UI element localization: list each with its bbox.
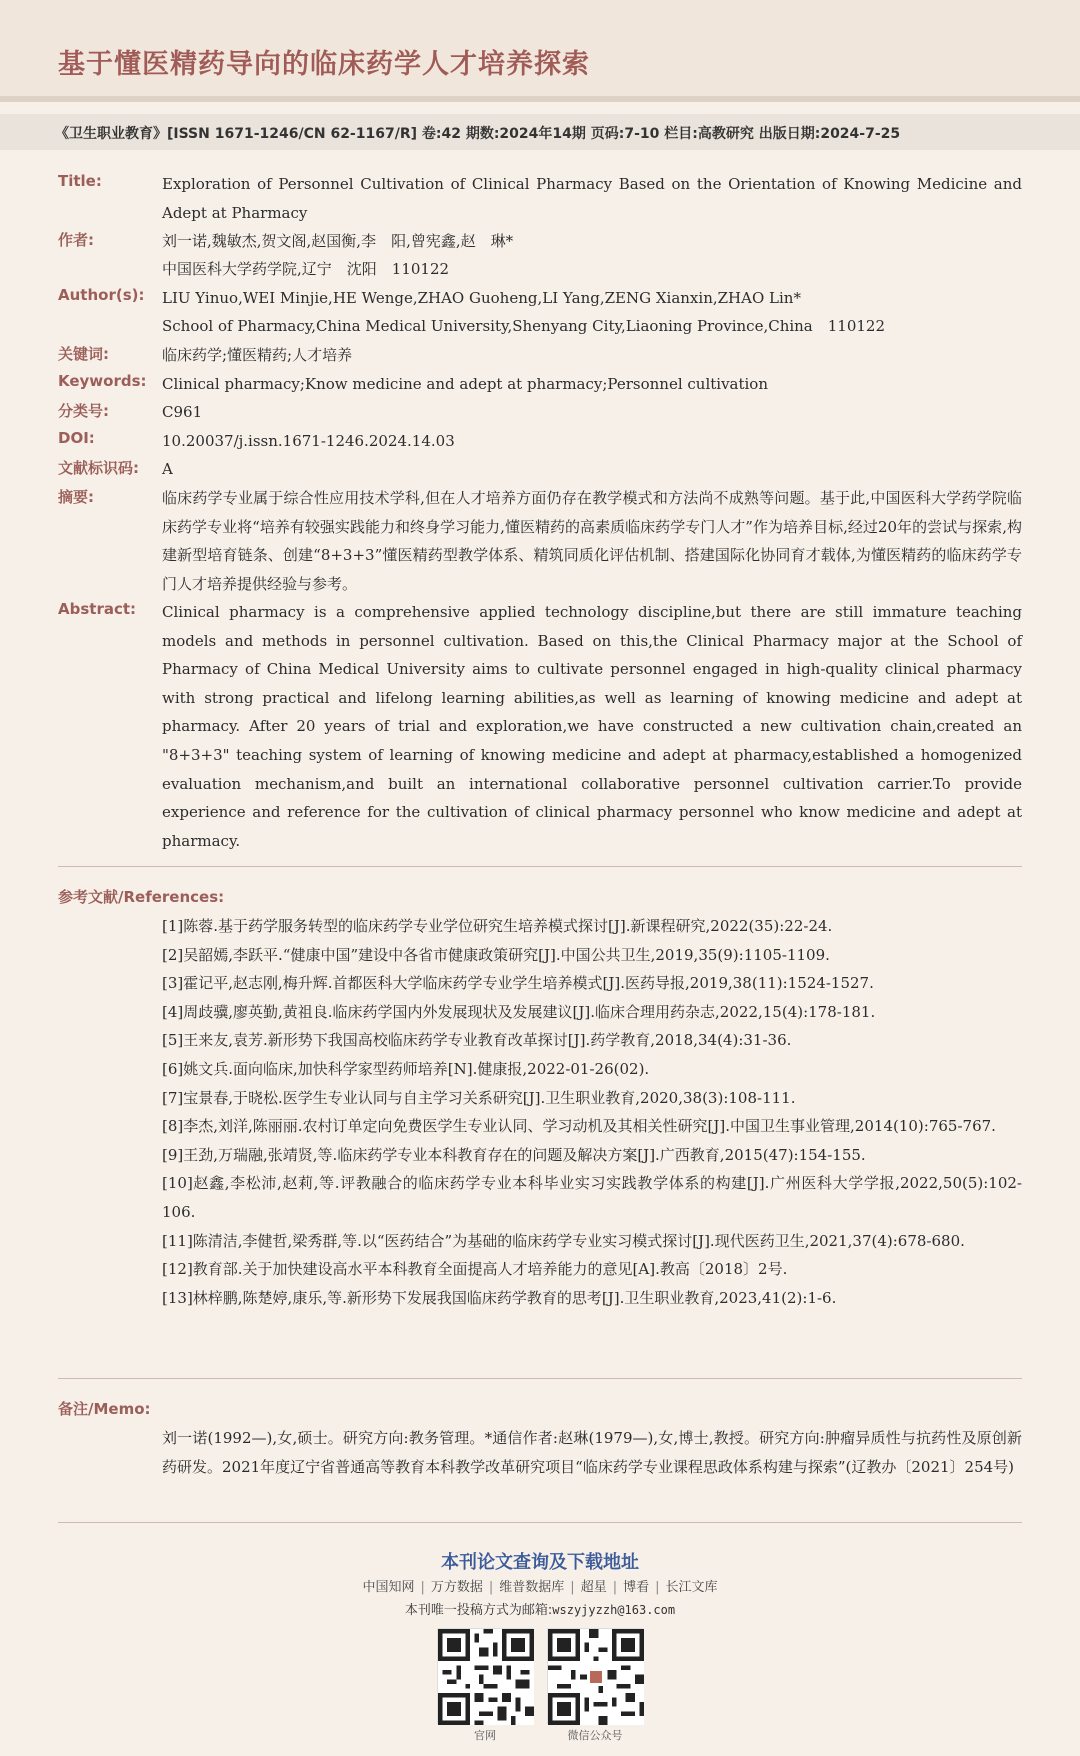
qr-code-website[interactable] <box>437 1628 533 1724</box>
field-label: 摘要: <box>58 488 94 506</box>
qr-caption-wechat: 微信公众号 <box>567 1729 623 1742</box>
qr-caption-website: 官网 <box>474 1729 496 1742</box>
database-list: 中国知网 | 万方数据 | 维普数据库 | 超星 | 博看 | 长江文库 <box>362 1580 718 1595</box>
email-link[interactable]: wszyjyzzh@163.com <box>552 1603 676 1617</box>
references-list <box>162 912 1022 1312</box>
field-label: 作者: <box>58 231 94 249</box>
field-label: Keywords: <box>58 372 147 390</box>
citation-meta-bar <box>0 114 1080 150</box>
divider <box>58 1378 1022 1379</box>
field-value-affiliation-cn: 中国医科大学药学院,辽宁 沈阳 110122 <box>162 260 450 278</box>
database-link[interactable]: 维普数据库 <box>499 1580 565 1595</box>
field-value-keywords-cn: 临床药学;懂医精药;人才培养 <box>162 346 353 364</box>
reference-item: [3]霍记平,赵志刚,梅升辉.首都医科大学临床药学专业学生培养模式[J].医药导报,2019,38(11):1524-1527. <box>162 974 874 993</box>
field-value-title: Exploration of Personnel Cultivation of Clinical Pharmacy Based on the Orientation of Knowing Medicine and Adept at Pharmacy <box>162 175 1022 222</box>
database-link[interactable]: 长江文库 <box>665 1580 718 1595</box>
memo-heading: 备注/Memo: <box>58 1400 151 1418</box>
download-title: 本刊论文查询及下载地址 <box>441 1552 639 1573</box>
field-label: 文献标识码: <box>58 459 139 477</box>
field-label: 分类号: <box>58 402 109 420</box>
reference-item: [2]吴韶嫣,李跃平.“健康中国”建设中各省市健康政策研究[J].中国公共卫生,2019,35(9):1105-1109. <box>162 945 830 964</box>
qr-code-wechat[interactable] <box>547 1628 643 1724</box>
email-prefix: 本刊唯一投稿方式为邮箱: <box>404 1603 553 1618</box>
divider <box>58 1522 1022 1523</box>
citation-meta-text: 《卫生职业教育》[ISSN 1671-1246/CN 62-1167/R] 卷:42 期数:2024年14期 页码:7-10 栏目:高教研究 出版日期:2024-7-25 <box>55 126 901 142</box>
field-label: Abstract: <box>58 600 137 618</box>
submission-email-line <box>0 1599 1080 1618</box>
database-link[interactable]: 博看 <box>623 1580 650 1595</box>
page-title: 基于懂医精药导向的临床药学人才培养探索 <box>58 49 590 80</box>
page-header <box>0 0 1080 102</box>
qr-code-icon <box>438 1629 534 1725</box>
reference-item: [8]李杰,刘洋,陈丽丽.农村订单定向免费医学生专业认同、学习动机及其相关性研究[J].中国卫生事业管理,2014(10):765-767. <box>162 1117 996 1136</box>
reference-item: [1]陈蓉.基于药学服务转型的临床药学专业学位研究生培养模式探讨[J].新课程研究,2022(35):22-24. <box>162 917 833 935</box>
reference-item: [11]陈清洁,李健哲,梁秀群,等.以“医药结合”为基础的临床药学专业实习模式探讨[J].现代医药卫生,2021,37(4):678-680. <box>162 1231 965 1250</box>
memo-text: 刘一诺(1992—),女,硕士。研究方向:教务管理。*通信作者:赵琳(1979—),女,博士,教授。研究方向:肿瘤异质性与抗药性及原创新药研发。2021年度辽宁省普通高等教育本科教学改革研究项目“临床药学专业课程思政体系构建与探索”(辽教办〔2021〕254号) <box>162 1429 1022 1476</box>
reference-item: [9]王劲,万瑞融,张靖贤,等.临床药学专业本科教育存在的问题及解决方案[J].广西教育,2015(47):154-155. <box>162 1145 866 1164</box>
field-value-affiliation-en: School of Pharmacy,China Medical University,Shenyang City,Liaoning Province,China 110122 <box>162 317 886 335</box>
reference-item: [5]王来友,袁芳.新形势下我国高校临床药学专业教育改革探讨[J].药学教育,2018,34(4):31-36. <box>162 1031 792 1050</box>
qr-code-icon <box>548 1629 644 1725</box>
divider <box>58 866 1022 867</box>
reference-item: [7]宝景春,于晓松.医学生专业认同与自主学习关系研究[J].卫生职业教育,2020,38(3):108-111. <box>162 1088 796 1107</box>
field-label: DOI: <box>58 429 95 447</box>
field-value-authors-cn: 刘一诺,魏敏杰,贺文阁,赵国衡,李 阳,曾宪鑫,赵 琳* <box>162 232 514 250</box>
field-value-authors-en: LIU Yinuo,WEI Minjie,HE Wenge,ZHAO Guoheng,LI Yang,ZENG Xianxin,ZHAO Lin* <box>162 289 801 307</box>
field-label: Author(s): <box>58 286 145 304</box>
doi-link[interactable]: 10.20037/j.issn.1671-1246.2024.14.03 <box>162 432 455 450</box>
database-link[interactable]: 中国知网 <box>362 1580 415 1595</box>
field-label: Title: <box>58 172 102 190</box>
database-link[interactable]: 万方数据 <box>430 1580 483 1595</box>
reference-item: [6]姚文兵.面向临床,加快科学家型药师培养[N].健康报,2022-01-26(02). <box>162 1059 650 1078</box>
field-value-classification: C961 <box>162 403 203 421</box>
reference-item: [4]周歧骥,廖英勤,黄祖良.临床药学国内外发展现状及发展建议[J].临床合理用药杂志,2022,15(4):178-181. <box>162 1002 876 1021</box>
field-value-abstract-cn: 临床药学专业属于综合性应用技术学科,但在人才培养方面仍存在教学模式和方法尚不成熟等问题。基于此,中国医科大学药学院临床药学专业将“培养有较强实践能力和终身学习能力,懂医精药的高素质临床药学专门人才”作为培养目标,经过20年的尝试与探索,构建新型培育链条、创建“8+3+3”懂医精药型教学体系、精筑同质化评估机制、搭建国际化协同育才载体,为懂医精药的临床药学专门人才培养提供经验与参考。 <box>162 489 1022 593</box>
database-link[interactable]: 超星 <box>580 1580 607 1595</box>
references-heading: 参考文献/References: <box>58 888 225 906</box>
reference-item: [12]教育部.关于加快建设高水平本科教育全面提高人才培养能力的意见[A].教高〔2018〕2号. <box>162 1260 788 1279</box>
field-label: 关键词: <box>58 345 109 363</box>
field-value-keywords-en: Clinical pharmacy;Know medicine and adept at pharmacy;Personnel cultivation <box>162 375 768 393</box>
reference-item: [13]林梓鹏,陈楚婷,康乐,等.新形势下发展我国临床药学教育的思考[J].卫生职业教育,2023,41(2):1-6. <box>162 1288 837 1307</box>
field-value-document-code: A <box>162 460 173 478</box>
reference-item: [10]赵鑫,李松沛,赵莉,等.评教融合的临床药学专业本科毕业实习实践教学体系的构建[J].广州医科大学学报,2022,50(5):102-106. <box>162 1174 1022 1221</box>
field-value-abstract-en: Clinical pharmacy is a comprehensive applied technology discipline,but there are still immature teaching models and methods in personnel cultivation. Based on this,the Clinical Pharmacy major at the School of Pharmacy of China Medical University aims to cultivate personnel engaged in high-quality clinical pharmacy with strong practical and lifelong learning abilities,as well as learning of knowing medicine and adept at pharmacy. After 20 years of trial and exploration,we have constructed a new cultivation chain,created an "8+3+3" teaching system of learning of knowing medicine and adept at pharmacy,established a homogenized evaluation mechanism,and built an international collaborative personnel cultivation carrier.To provide experience and reference for the cultivation of clinical pharmacy personnel who know medicine and adept at pharmacy. <box>162 603 1022 850</box>
